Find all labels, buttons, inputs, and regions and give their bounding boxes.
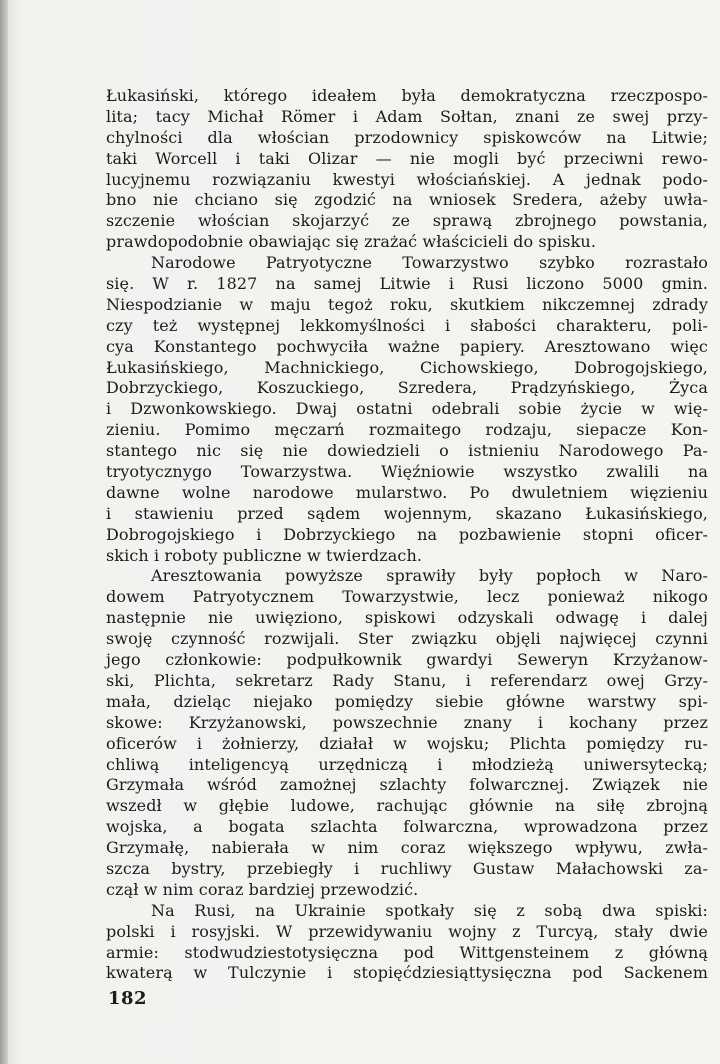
text-line: ski, Plichta, sekretarz Rady Stanu, i referendarz owej Grzy- [106,670,708,690]
text-line: i stawieniu przed sądem wojennym, skazano Łukasińskiego, [106,503,708,523]
text-line: Aresztowania powyższe sprawiły były popłoch w Naro- [151,566,708,586]
text-line: chliwą inteligencyą urzędniczą i młodzieżą uniwersytecką; [106,754,708,774]
text-line: szcza bystry, przebiegły i ruchliwy Gustaw Małachowski za- [106,858,708,878]
text-line: oficerów i żołnierzy, działał w wojsku; Plichta pomiędzy ru- [106,733,708,753]
text-line: armie: stodwudziestotysięczna pod Wittgensteinem z główną [106,942,708,962]
text-line: jego członkowie: podpułkownik gwardyi Seweryn Krzyżanow- [106,650,708,670]
text-line: chylności dla włościan przodownicy spiskowców na Litwie; [106,127,708,147]
page-gutter-shadow [0,0,8,1064]
text-line: Łukasińskiego, Machnickiego, Cichowskiego, Dobrogojskiego, [106,357,708,377]
text-line: skowe: Krzyżanowski, powszechnie znany i kochany przez [106,712,708,732]
text-line: Na Rusi, na Ukrainie spotkały się z sobą dwa spiski: [151,900,708,920]
text-line: Dobrogojskiego i Dobrzyckiego na pozbawienie stopni oficer- [106,524,708,544]
text-line: Dobrzyckiego, Koszuckiego, Szredera, Prądzyńskiego, Życa [106,378,708,398]
body-text [106,86,708,984]
text-line: i Dzwonkowskiego. Dwaj ostatni odebrali sobie życie w wię- [106,399,708,419]
text-line: polski i rosyjski. W przewidywaniu wojny z Turcyą, stały dwie [106,921,708,941]
text-line: skich i roboty publiczne w twierdzach. [106,545,423,565]
text-line: czął w nim coraz bardziej przewodzić. [106,879,419,899]
page-number: 182 [108,988,148,1009]
text-line: Narodowe Patryotyczne Towarzystwo szybko rozrastało [151,253,708,273]
text-line: stantego nic się nie dowiedzieli o istnieniu Narodowego Pa- [106,441,708,461]
text-line: dowem Patryotycznem Towarzystwie, lecz ponieważ nikogo [106,587,708,607]
text-line: mała, dzieląc niejako pomiędzy siebie główne warstwy spi- [106,691,708,711]
text-line: lita; tacy Michał Römer i Adam Sołtan, znani ze swej przy- [106,106,708,126]
text-line: Łukasiński, którego ideałem była demokratyczna rzeczpospo- [106,86,708,105]
text-line: następnie nie uwięziono, spiskowi odzyskali odwagę i dalej [106,608,708,628]
text-line: dawne wolne narodowe mularstwo. Po dwuletniem więzieniu [106,482,708,502]
text-line: się. W r. 1827 na samej Litwie i Rusi liczono 5000 gmin. [106,274,708,294]
text-line: cya Konstantego pochwyciła ważne papiery. Aresztowano więc [106,336,708,356]
text-line: tryotycznygo Towarzystwa. Więźniowie wszystko zwalili na [106,462,708,482]
text-line: wojska, a bogata szlachta folwarczna, wprowadzona przez [106,817,708,837]
text-line: Niespodzianie w maju tegoż roku, skutkiem nikczemnej zdrady [106,294,708,314]
text-line: szczenie włościan skojarzyć ze sprawą zbrojnego powstania, [106,211,708,231]
text-line: swoję czynność rozwijali. Ster związku objęli najwięcej czynni [106,629,708,649]
text-line: taki Worcell i taki Olizar — nie mogli być przeciwni rewo- [106,148,708,168]
text-line: zieniu. Pomimo męczarń rozmaitego rodzaju, siepacze Kon- [106,420,708,440]
text-line: prawdopodobnie obawiając się zrażać właścicieli do spisku. [106,232,597,252]
text-line: Grzymałę, nabierała w nim coraz większego wpływu, zwła- [106,838,708,858]
text-line: Grzymała wśród zamożnej szlachty folwarcznej. Związek nie [106,775,708,795]
text-line: kwaterą w Tulczynie i stopięćdziesiąttysięczna pod Sackenem [106,963,708,983]
text-line: wszedł w głębie ludowe, rachując głównie na siłę zbrojną [106,796,708,816]
text-line: bno nie chciano się zgodzić na wniosek Sredera, ażeby uwła- [106,190,708,210]
text-line: lucyjnemu rozwiązaniu kwestyi włościańskiej. A jednak podo- [106,169,708,189]
text-line: czy też występnej lekkomyślności i słabości charakteru, poli- [106,315,708,335]
